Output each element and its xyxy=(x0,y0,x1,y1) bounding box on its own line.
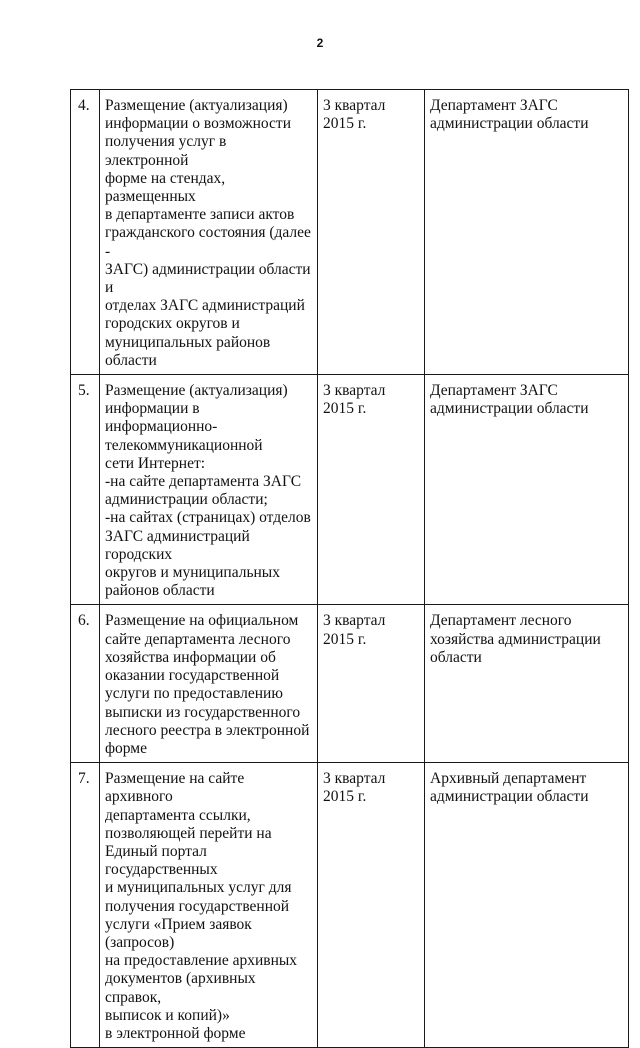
table-row xyxy=(71,605,629,763)
deadline-cell: 3 квартал 2015 г. xyxy=(318,90,425,375)
responsible-department-cell: Департамент ЗАГС администрации области xyxy=(425,375,629,605)
row-number-cell: 7. xyxy=(71,763,100,1048)
measure-description-cell: Размещение на официальном сайте департамента лесного хозяйства информации об оказании государственной услуги по предоставлению выписки из государственного лесного реестра в электронной форме xyxy=(100,605,318,763)
row-number-cell: 6. xyxy=(71,605,100,763)
measure-description-cell: Размещение (актуализация) информации в информационно- телекоммуникационной сети Интернет: -на сайте департамента ЗАГС администрации области; -на сайтах (страницах) отделов ЗАГС администраций городских округов и муниципальных районов области xyxy=(100,375,318,605)
deadline-cell: 3 квартал 2015 г. xyxy=(318,763,425,1048)
measures-table xyxy=(70,89,629,1048)
table-row xyxy=(71,763,629,1048)
page-number: 2 xyxy=(316,36,324,50)
responsible-department-cell: Департамент лесного хозяйства администрации области xyxy=(425,605,629,763)
deadline-cell: 3 квартал 2015 г. xyxy=(318,605,425,763)
row-number-cell: 4. xyxy=(71,90,100,375)
responsible-department-cell: Департамент ЗАГС администрации области xyxy=(425,90,629,375)
responsible-department-cell: Архивный департамент администрации области xyxy=(425,763,629,1048)
row-number-cell: 5. xyxy=(71,375,100,605)
measure-description-cell: Размещение (актуализация) информации о возможности получения услуг в электронной форме на стендах, размещенных в департаменте записи актов гражданского состояния (далее - ЗАГС) администрации области и отделах ЗАГС администраций городских округов и муниципальных районов области xyxy=(100,90,318,375)
table-row xyxy=(71,375,629,605)
table-row xyxy=(71,90,629,375)
measure-description-cell: Размещение на сайте архивного департамента ссылки, позволяющей перейти на Единый портал государственных и муниципальных услуг для получения государственной услуги «Прием заявок (запросов) на предоставление архивных документов (архивных справок, выписок и копий)» в электронной форме xyxy=(100,763,318,1048)
deadline-cell: 3 квартал 2015 г. xyxy=(318,375,425,605)
